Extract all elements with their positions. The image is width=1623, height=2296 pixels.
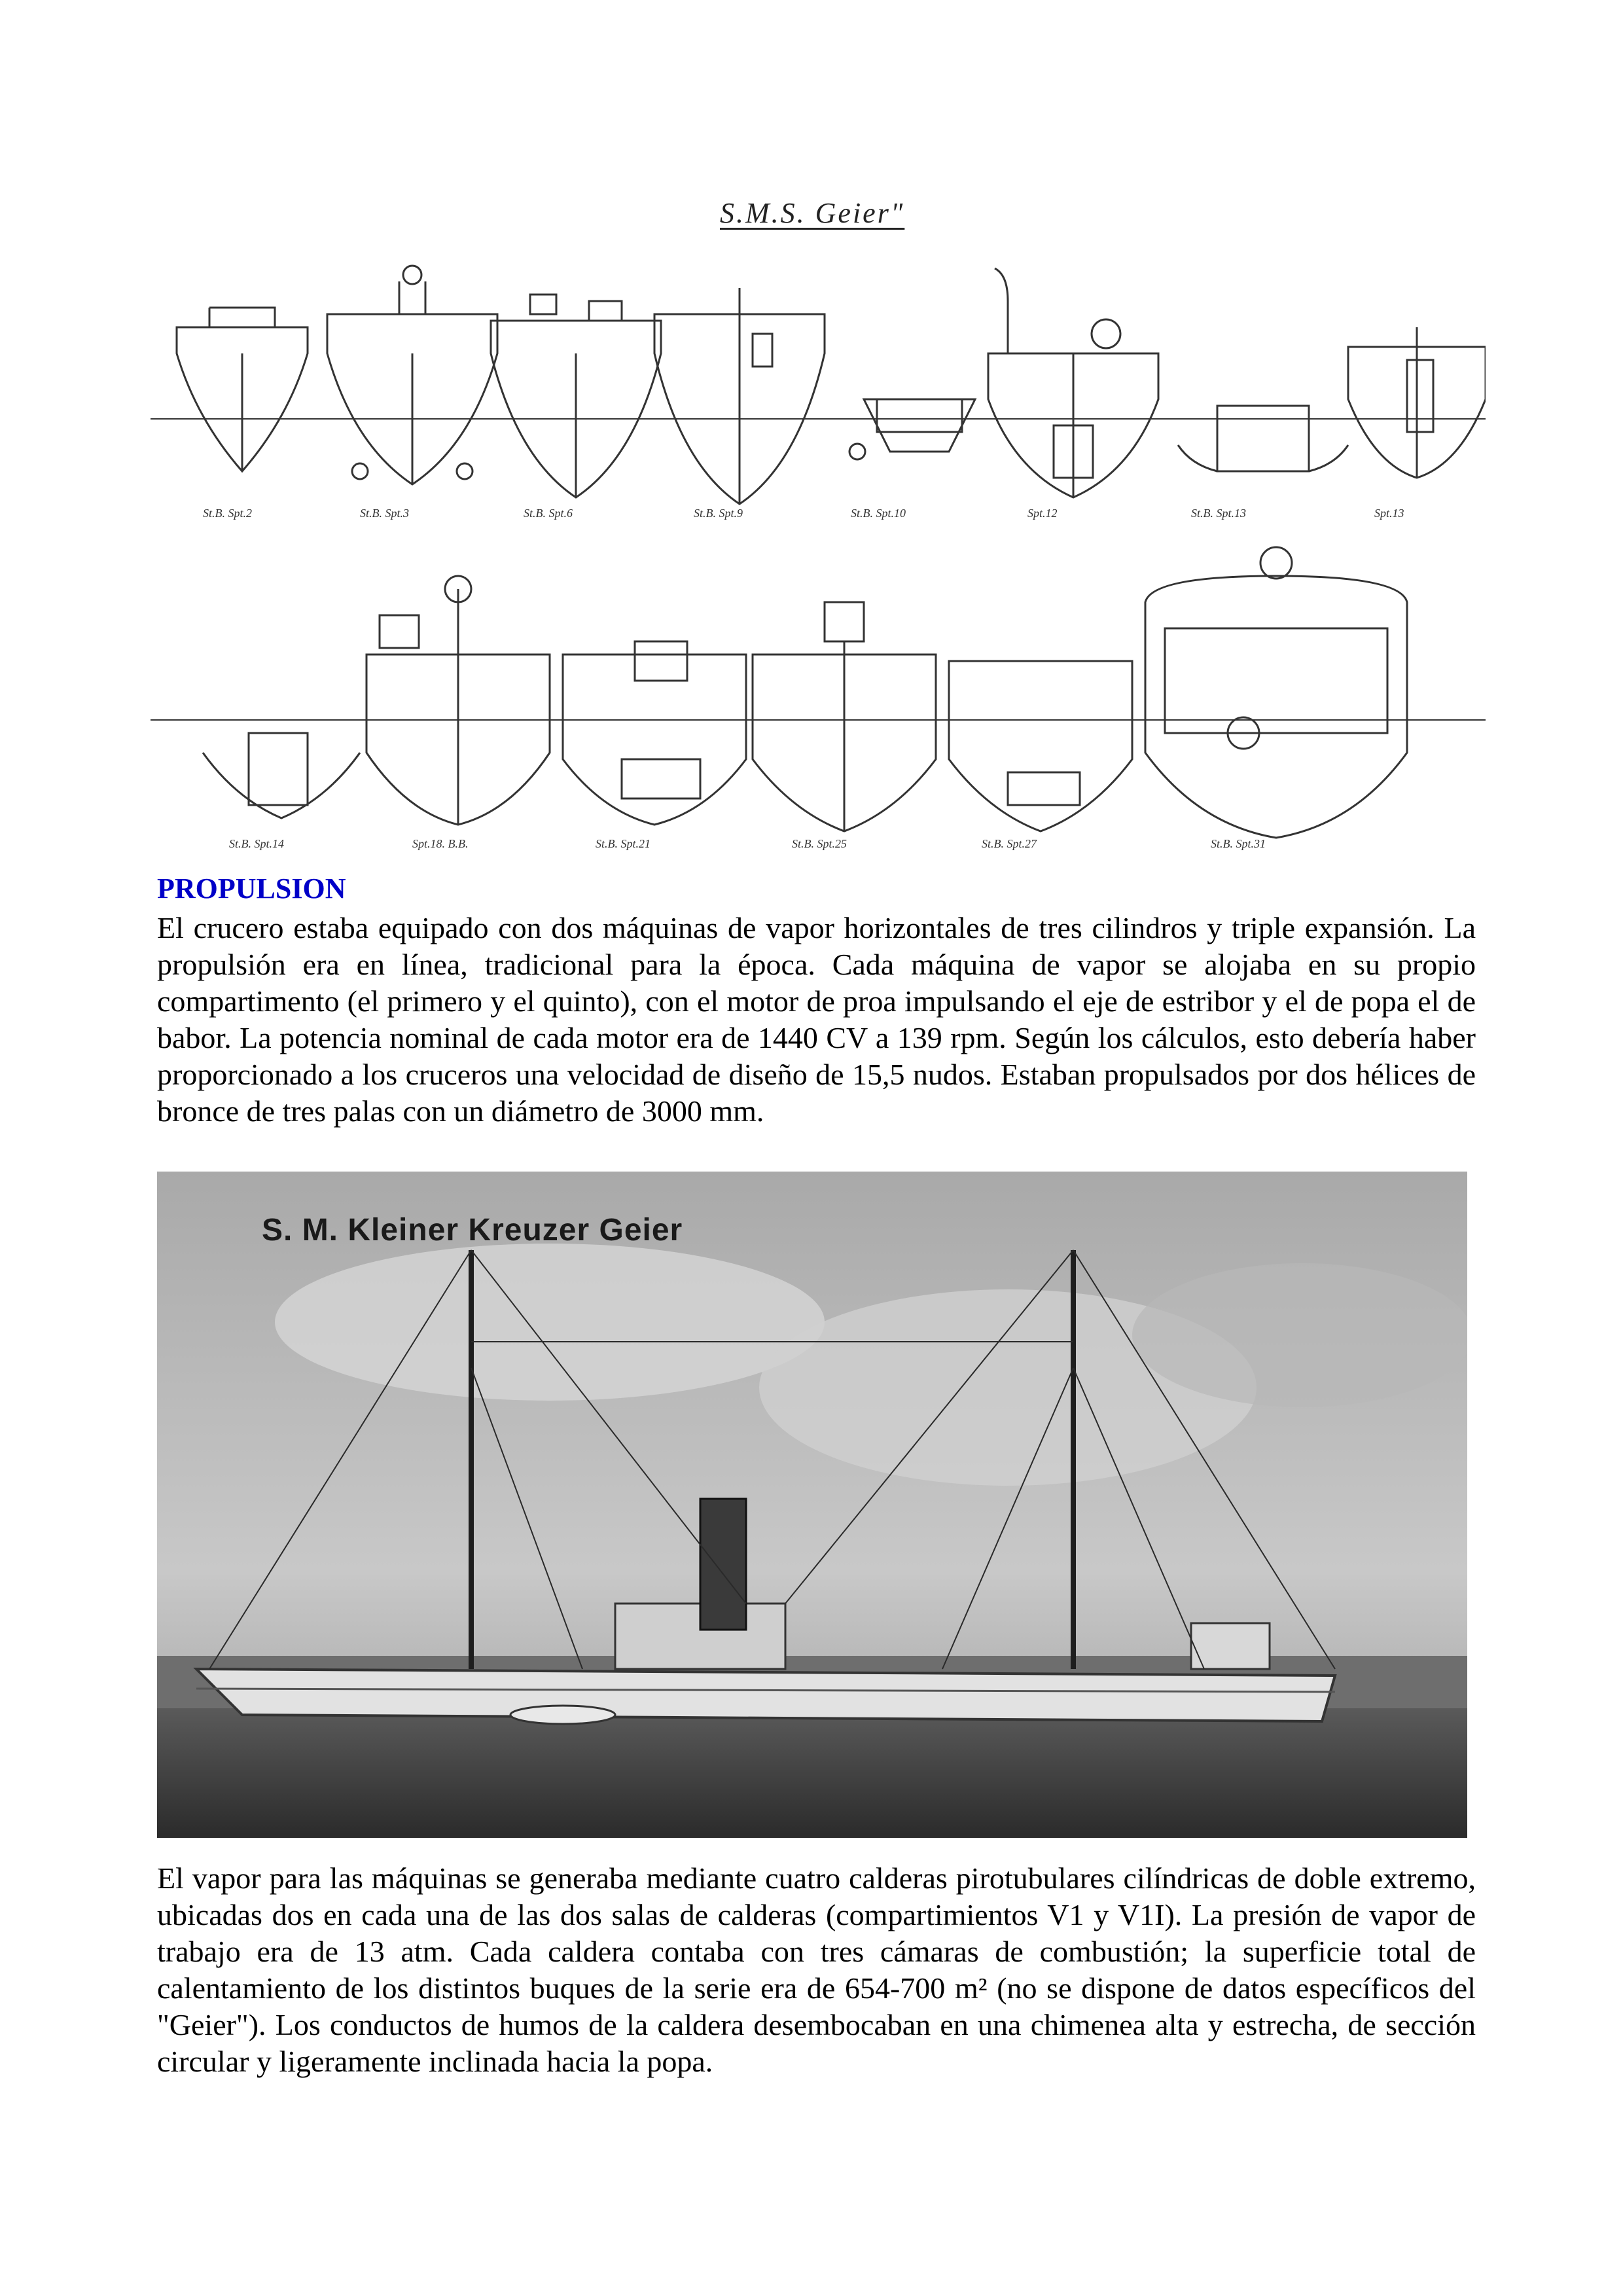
section-spt6 xyxy=(491,295,661,497)
frame-label: St.B. Spt.31 xyxy=(1211,837,1266,850)
frame-label: St.B. Spt.10 xyxy=(851,507,906,520)
frame-label: St.B. Spt.21 xyxy=(596,837,651,850)
paragraph-boilers: El vapor para las máquinas se generaba mediante cuatro calderas pirotubulares cilíndricas de doble extremo, ubicadas dos en cada una de las dos salas de calderas (compartimientos V1 y V1I). La presión de vapor de trabajo era de 13 atm. Cada caldera contaba con tres cámaras de combustión; la superficie total de calentamiento de los distintos buques de la serie era de 654-700 m² (no se dispone de datos específicos del "Geier"). Los conductos de humos de la caldera desembocaban en una chimenea alta y estrecha, de sección circular y ligeramente inclinada hacia la popa. xyxy=(157,1861,1476,2078)
hull-sections-drawing xyxy=(151,183,1486,851)
paragraph-propulsion: El crucero estaba equipado con dos máquinas de vapor horizontales de tres cilindros y triple expansión. La propulsión era en línea, tradicional para la época. Cada máquina de vapor se alojaba en su propio compartimento (el primero y el quinto), con el motor de proa impulsando el eje de estribor y el de popa el de babor. La potencia nominal de cada motor era de 1440 CV a 139 rpm. Según los cálculos, esto debería haber proporcionado a los cruceros una velocidad de diseño de 15,5 nudos. Estaban propulsados por dos hélices de bronce de tres palas con un diámetro de 3000 mm. xyxy=(157,911,1476,1128)
frame-label: St.B. Spt.2 xyxy=(203,507,252,520)
frame-label: Spt.18. B.B. xyxy=(412,837,469,850)
section-spt2 xyxy=(177,308,308,471)
section-spt10 xyxy=(849,399,975,459)
section-spt25 xyxy=(753,602,936,831)
section-spt13a xyxy=(1178,406,1348,471)
frame-label: St.B. Spt.6 xyxy=(524,507,573,520)
section-spt18 xyxy=(366,576,550,825)
frame-label: St.B. Spt.3 xyxy=(360,507,409,520)
frame-label: Spt.12 xyxy=(1027,507,1058,520)
frame-label: St.B. Spt.9 xyxy=(694,507,743,520)
section-spt27 xyxy=(949,661,1132,831)
section-spt13b xyxy=(1348,327,1486,478)
section-spt31 xyxy=(1145,547,1407,838)
section-spt12 xyxy=(988,268,1158,497)
frame-label: St.B. Spt.27 xyxy=(982,837,1037,850)
section-spt3 xyxy=(327,266,497,484)
section-spt9 xyxy=(654,288,825,504)
frame-label: St.B. Spt.25 xyxy=(792,837,847,850)
section-spt21 xyxy=(563,641,746,825)
frame-label: St.B. Spt.13 xyxy=(1191,507,1246,520)
frame-label: St.B. Spt.14 xyxy=(229,837,284,850)
section-heading: PROPULSION xyxy=(157,872,346,905)
plans-title: S.M.S. Geier" xyxy=(720,197,905,229)
photo-caption: S. M. Kleiner Kreuzer Geier xyxy=(262,1213,683,1247)
section-spt14 xyxy=(203,733,360,818)
ship-photograph xyxy=(157,1172,1467,1838)
frame-label: Spt.13 xyxy=(1374,507,1404,520)
